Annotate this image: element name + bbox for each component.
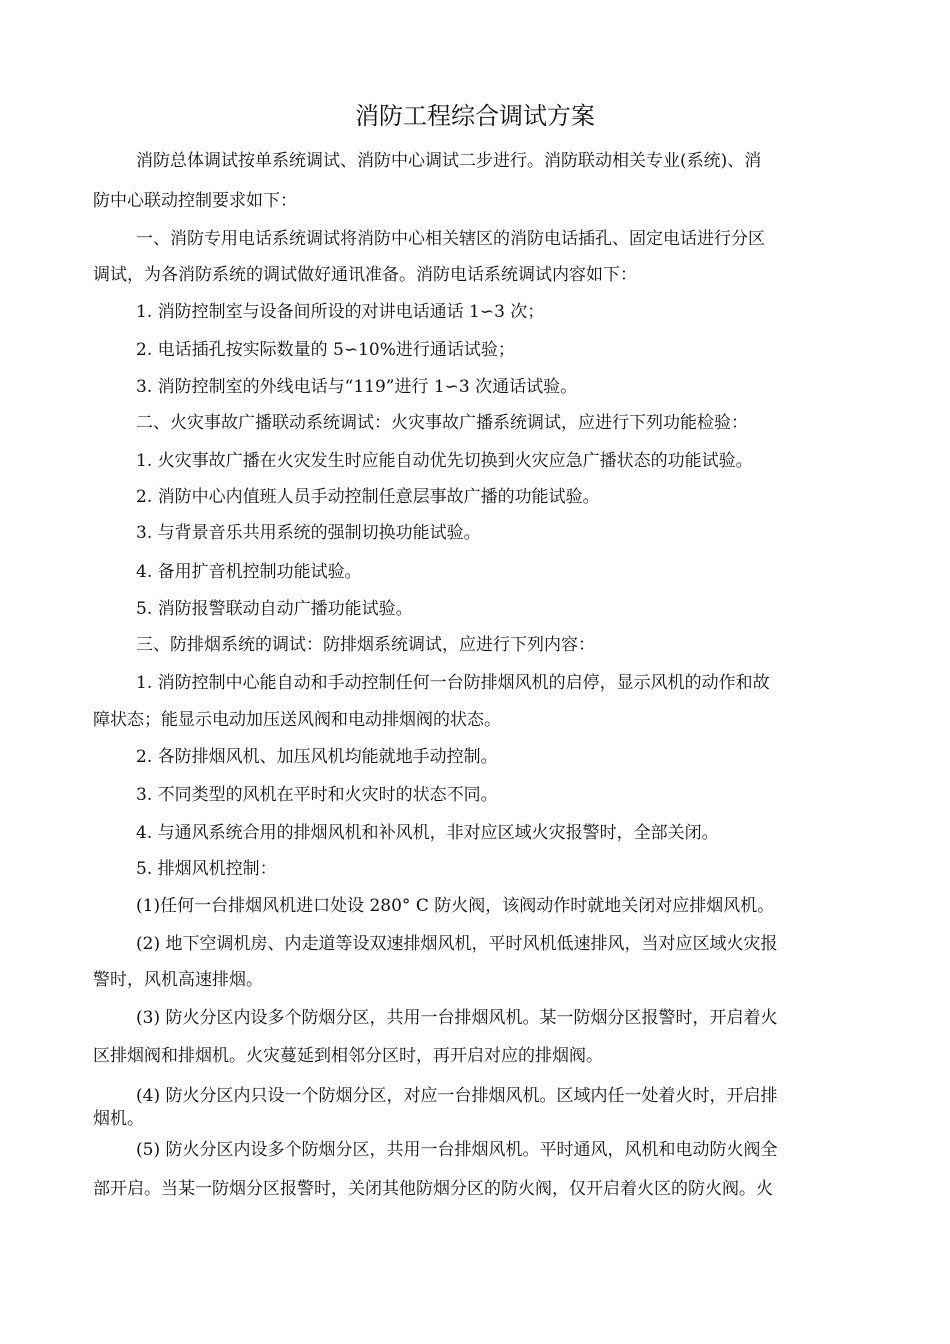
sub-item-continuation: 区排烟阀和排烟机。火灾蔓延到相邻分区时，再开启对应的排烟阀。 <box>93 1046 603 1066</box>
list-item: 3. 不同类型的风机在平时和火灾时的状态不同。 <box>136 785 498 805</box>
sub-item: (5) 防火分区内设多个防烟分区，共用一台排烟风机。平时通风，风机和电动防火阀全 <box>136 1140 778 1160</box>
sub-item-continuation: 部开启。当某一防烟分区报警时，关闭其他防烟分区的防火阀，仅开启着火区的防火阀。火 <box>93 1179 773 1199</box>
sub-item: (1)任何一台排烟风机进口处设 280° C 防火阀，该阀动作时就地关闭对应排烟风机。 <box>136 896 775 916</box>
list-item: 1. 火灾事故广播在火灾发生时应能自动优先切换到火灾应急广播状态的功能试验。 <box>136 451 753 471</box>
text-line: 消防总体调试按单系统调试、消防中心调试二步进行。消防联动相关专业(系统)、消 <box>136 151 762 171</box>
list-item: 4. 与通风系统合用的排烟风机和补风机，非对应区域火灾报警时，全部关闭。 <box>136 823 719 843</box>
list-item: 5. 消防报警联动自动广播功能试验。 <box>136 599 413 619</box>
section-heading: 三、防排烟系统的调试：防排烟系统调试，应进行下列内容： <box>136 635 595 655</box>
document-title: 消防工程综合调试方案 <box>355 102 595 130</box>
list-item: 2. 消防中心内值班人员手动控制任意层事故广播的功能试验。 <box>136 487 600 507</box>
sub-item: (2) 地下空调机房、内走道等设双速排烟风机，平时风机低速排风，当对应区域火灾报 <box>136 934 778 954</box>
list-item: 2. 电话插孔按实际数量的 5∽10%进行通话试验； <box>136 340 515 360</box>
text-line: 防中心联动控制要求如下： <box>93 191 297 211</box>
section-heading: 二、火灾事故广播联动系统调试：火灾事故广播系统调试，应进行下列功能检验： <box>136 413 748 433</box>
list-item: 1. 消防控制中心能自动和手动控制任何一台防排烟风机的启停，显示风机的动作和故 <box>136 673 770 693</box>
sub-item: (3) 防火分区内设多个防烟分区，共用一台排烟风机。某一防烟分区报警时，开启着火 <box>136 1008 778 1028</box>
list-item: 1. 消防控制室与设备间所设的对讲电话通话 1∽3 次； <box>136 302 545 322</box>
list-item: 5. 排烟风机控制： <box>136 859 277 879</box>
list-item: 3. 与背景音乐共用系统的强制切换功能试验。 <box>136 523 481 543</box>
text-line: 一、消防专用电话系统调试将消防中心相关辖区的消防电话插孔、固定电话进行分区 <box>136 229 765 249</box>
text-line: 调试，为各消防系统的调试做好通讯准备。消防电话系统调试内容如下： <box>93 265 637 285</box>
list-item: 2. 各防排烟风机、加压风机均能就地手动控制。 <box>136 747 498 767</box>
sub-item-continuation: 烟机。 <box>93 1109 144 1129</box>
list-item-continuation: 障状态；能显示电动加压送风阀和电动排烟阀的状态。 <box>93 710 501 730</box>
list-item: 4. 备用扩音机控制功能试验。 <box>136 562 362 582</box>
sub-item: (4) 防火分区内只设一个防烟分区，对应一台排烟风机。区域内任一处着火时，开启排 <box>136 1086 778 1106</box>
sub-item-continuation: 警时，风机高速排烟。 <box>93 970 263 990</box>
list-item: 3. 消防控制室的外线电话与“119”进行 1∽3 次通话试验。 <box>136 377 578 397</box>
